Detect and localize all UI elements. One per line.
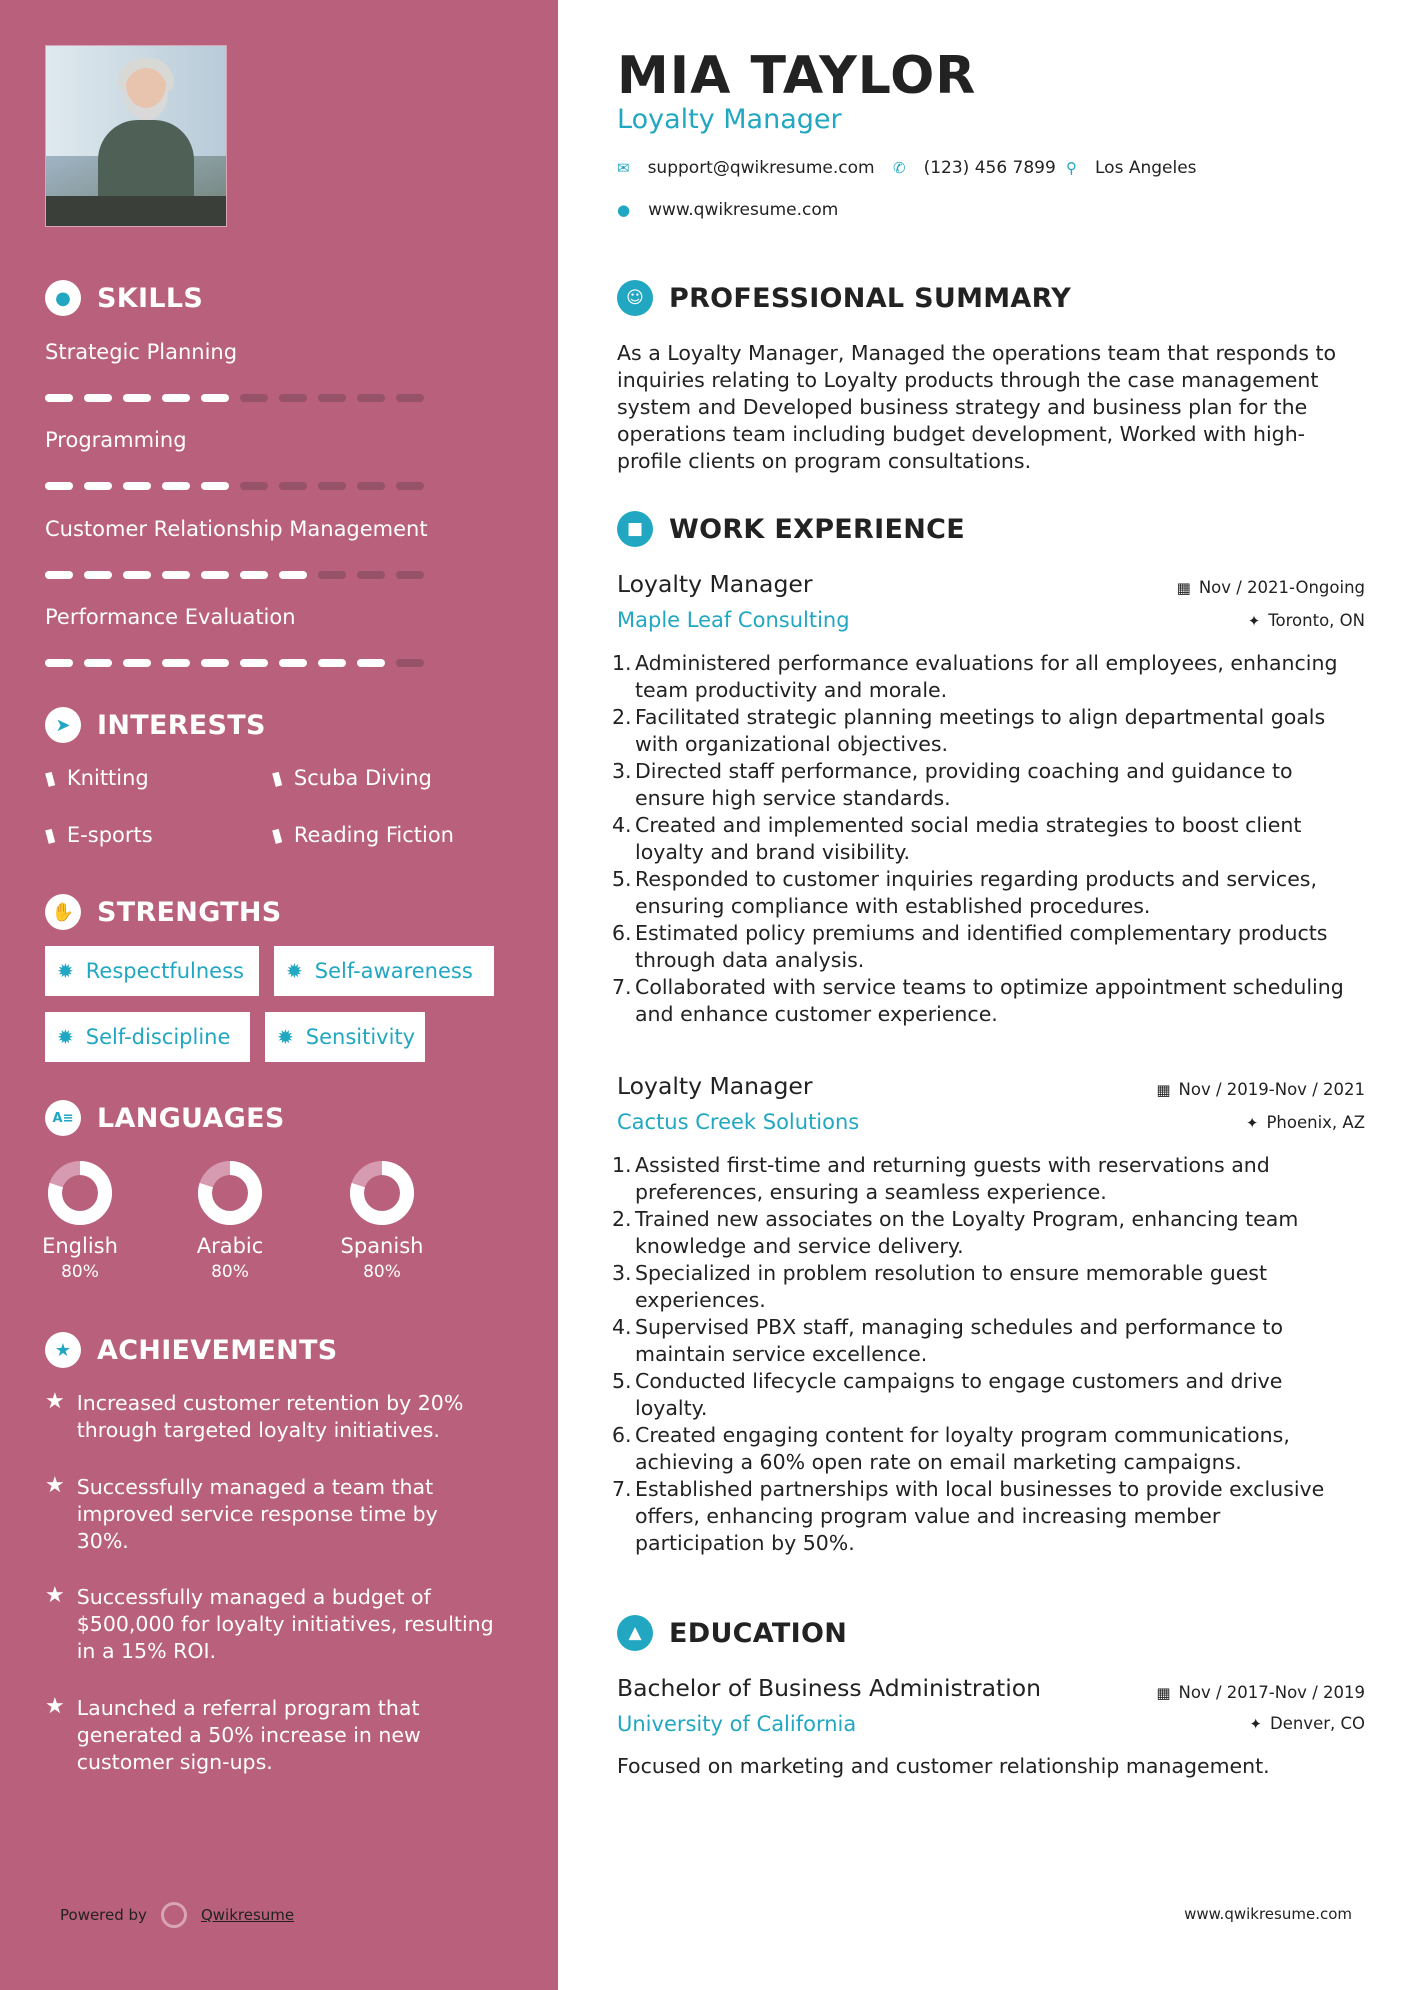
- language-icon: A≡: [45, 1100, 81, 1136]
- qwikresume-logo-icon: [161, 1902, 187, 1928]
- achievement-text: Increased customer retention by 20% through targeted loyalty initiatives.: [76, 1391, 464, 1442]
- job-bullet-line: Created engaging content for loyalty program communications,: [635, 1423, 1290, 1447]
- education-location: ✦ Denver, CO: [1249, 1714, 1365, 1733]
- job-bullet-line: loyalty.: [635, 1396, 708, 1420]
- interest-item: ▮ Scuba Diving: [269, 766, 432, 790]
- language-item: [25, 1160, 135, 1282]
- language-name: Spanish: [340, 1234, 424, 1258]
- skill-level-bar: [45, 394, 435, 402]
- job-bullet-line: Directed staff performance, providing coaching and guidance to: [635, 759, 1293, 783]
- skill-name: Strategic Planning: [45, 340, 238, 364]
- job-bullet-line: Created and implemented social media strategies to boost client: [635, 813, 1302, 837]
- powered-by: Powered by Qwikresume: [60, 1902, 294, 1928]
- strengths-heading: ✋ STRENGTHS: [45, 894, 282, 930]
- job-bullet-line: Collaborated with service teams to optimize appointment scheduling: [635, 975, 1344, 999]
- job-bullet-line: Trained new associates on the Loyalty Program, enhancing team: [635, 1207, 1299, 1231]
- skill-level-segment: [240, 571, 268, 579]
- job-bullet-line: Supervised PBX staff, managing schedules and performance to: [635, 1315, 1283, 1339]
- skill-level-segment: [357, 394, 385, 402]
- map-pin-icon: ⚲: [1066, 159, 1077, 177]
- candidate-name: MIA TAYLOR: [617, 46, 977, 106]
- user-icon: ☺: [617, 280, 653, 316]
- job-bullet: 1. Administered performance evaluations for all employees, enhancing team productivity and morale.: [617, 650, 1372, 704]
- achievement-item: [45, 1584, 495, 1665]
- star-icon: ★: [45, 1389, 65, 1414]
- skill-level-segment: [84, 394, 112, 402]
- job-bullet: 2. Trained new associates on the Loyalty Program, enhancing team knowledge and service delivery.: [617, 1206, 1372, 1260]
- skill-level-segment: [318, 659, 346, 667]
- skill-level-bar: [45, 659, 435, 667]
- job-bullet-line: with organizational objectives.: [635, 732, 949, 756]
- badge-icon: ✹: [277, 1025, 294, 1049]
- job-bullet-line: Estimated policy premiums and identified complementary products: [635, 921, 1328, 945]
- job-location: ✦ Phoenix, AZ: [1245, 1113, 1365, 1132]
- education-degree: Bachelor of Business Administration: [617, 1674, 1042, 1702]
- skill-level-segment: [162, 394, 190, 402]
- strength-badge: ✹ Sensitivity: [265, 1012, 425, 1062]
- skill-level-segment: [84, 659, 112, 667]
- interest-item: ▮ E-sports: [42, 823, 153, 847]
- job-bullets: [612, 650, 1372, 1028]
- paper-plane-icon: ➤: [45, 707, 81, 743]
- fist-icon: ✋: [45, 894, 81, 930]
- skill-level-segment: [318, 394, 346, 402]
- pin-icon: ✦: [1247, 612, 1261, 630]
- skill-level-bar: [45, 482, 435, 490]
- achievement-text: Launched a referral program that generated a 50% increase in new customer sign-ups.: [76, 1696, 421, 1774]
- skills-heading: ● SKILLS: [45, 280, 203, 316]
- calendar-icon: ▦: [1156, 1684, 1171, 1702]
- languages-heading: A≡ LANGUAGES: [45, 1100, 285, 1136]
- job-bullet-line: achieving a 60% open rate on email marketing campaigns.: [635, 1450, 1242, 1474]
- skill-level-segment: [240, 482, 268, 490]
- skill-name: Customer Relationship Management: [45, 517, 428, 541]
- language-item: [327, 1160, 437, 1282]
- job-bullet-line: Conducted lifecycle campaigns to engage customers and drive: [635, 1369, 1283, 1393]
- skill-item: [45, 517, 525, 541]
- job-bullet-line: Assisted first-time and returning guests with reservations and: [635, 1153, 1270, 1177]
- job-bullet: 3. Directed staff performance, providing coaching and guidance to ensure high service standards.: [617, 758, 1372, 812]
- skill-level-segment: [201, 394, 229, 402]
- calendar-icon: ▦: [1176, 579, 1191, 597]
- language-level-ring: [197, 1160, 263, 1226]
- job-bullet-line: knowledge and service delivery.: [635, 1234, 964, 1258]
- job-company: Maple Leaf Consulting: [617, 608, 850, 632]
- pin-icon: ✦: [1245, 1114, 1259, 1132]
- job-title: Loyalty Manager: [617, 570, 813, 598]
- contact-website[interactable]: ● www.qwikresume.com: [617, 200, 839, 220]
- briefcase-icon: ■: [617, 511, 653, 547]
- book-icon: ▮: [269, 766, 285, 790]
- skill-name: Performance Evaluation: [45, 605, 296, 629]
- language-item: [175, 1160, 285, 1282]
- skill-level-segment: [201, 659, 229, 667]
- badge-icon: ✹: [57, 959, 74, 983]
- calendar-icon: ▦: [1156, 1081, 1171, 1099]
- skill-name: Programming: [45, 428, 187, 452]
- pin-icon: ✦: [1249, 1715, 1262, 1733]
- language-name: English: [42, 1234, 118, 1258]
- trophy-star-icon: ★: [45, 1332, 81, 1368]
- interest-item: ▮ Reading Fiction: [269, 823, 454, 847]
- skill-level-segment: [240, 659, 268, 667]
- skill-item: [45, 605, 525, 629]
- experience-heading: ■ WORK EXPERIENCE: [617, 511, 965, 547]
- skill-level-bar: [45, 571, 435, 579]
- job-title: Loyalty Manager: [617, 1072, 813, 1100]
- achievement-item: [45, 1695, 495, 1776]
- job-bullet-line: ensure high service standards.: [635, 786, 951, 810]
- profile-photo: [45, 45, 227, 227]
- job-bullet: 6. Estimated policy premiums and identified complementary products through data analysis.: [617, 920, 1372, 974]
- book-icon: ▮: [42, 823, 58, 847]
- star-icon: ★: [45, 1694, 65, 1719]
- skill-level-segment: [318, 482, 346, 490]
- skill-level-segment: [45, 482, 73, 490]
- language-level-ring: [47, 1160, 113, 1226]
- job-bullet: 6. Created engaging content for loyalty program communications, achieving a 60% open rate on email marketing campaigns.: [617, 1422, 1372, 1476]
- job-bullet-line: experiences.: [635, 1288, 766, 1312]
- book-icon: ▮: [42, 766, 58, 790]
- phone-icon: ✆: [893, 159, 906, 177]
- job-bullet-line: preferences, ensuring a seamless experience.: [635, 1180, 1107, 1204]
- contact-phone[interactable]: ✆ (123) 456 7899: [893, 158, 1056, 178]
- skill-level-segment: [318, 571, 346, 579]
- skill-level-segment: [123, 394, 151, 402]
- job-bullet-line: ensuring compliance with established procedures.: [635, 894, 1151, 918]
- language-percent: 80%: [61, 1262, 99, 1282]
- job-bullet: 2. Facilitated strategic planning meetings to align departmental goals with organizational objectives.: [617, 704, 1372, 758]
- job-bullet: 7. Established partnerships with local businesses to provide exclusive offers, enhancing program value and increasing member participation by 50%.: [617, 1476, 1372, 1557]
- sidebar: [0, 0, 558, 1990]
- language-name: Arabic: [196, 1234, 264, 1258]
- job-bullet: 3. Specialized in problem resolution to ensure memorable guest experiences.: [617, 1260, 1372, 1314]
- skill-level-segment: [357, 659, 385, 667]
- skill-level-segment: [162, 659, 190, 667]
- skill-level-segment: [279, 394, 307, 402]
- interest-item: ▮ Knitting: [42, 766, 149, 790]
- book-icon: ▮: [269, 823, 285, 847]
- strength-badge: ✹ Self-awareness: [274, 946, 494, 996]
- skill-level-segment: [396, 394, 424, 402]
- job-bullet: 4. Created and implemented social media strategies to boost client loyalty and brand visibility.: [617, 812, 1372, 866]
- interests-heading: ➤ INTERESTS: [45, 707, 266, 743]
- summary-heading: ☺ PROFESSIONAL SUMMARY: [617, 280, 1071, 316]
- language-level-ring: [349, 1160, 415, 1226]
- main-content: [558, 0, 1407, 1990]
- graduation-cap-icon: ▲: [617, 1615, 653, 1651]
- job-bullet-line: Established partnerships with local businesses to provide exclusive: [635, 1477, 1325, 1501]
- skill-item: [45, 340, 525, 364]
- job-bullet-line: and enhance customer experience.: [635, 1002, 998, 1026]
- job-bullet-line: offers, enhancing program value and increasing member: [635, 1504, 1221, 1528]
- job-bullet: 4. Supervised PBX staff, managing schedules and performance to maintain service excellence.: [617, 1314, 1372, 1368]
- job-bullet: 5. Conducted lifecycle campaigns to engage customers and drive loyalty.: [617, 1368, 1372, 1422]
- education-school: University of California: [617, 1712, 857, 1736]
- skill-level-segment: [84, 482, 112, 490]
- job-bullets: [612, 1152, 1372, 1557]
- footer-url[interactable]: www.qwikresume.com: [1184, 1905, 1352, 1923]
- skill-level-segment: [279, 482, 307, 490]
- job-bullet-line: Responded to customer inquiries regarding products and services,: [635, 867, 1318, 891]
- achievement-item: [45, 1390, 495, 1444]
- skill-level-segment: [357, 482, 385, 490]
- education-heading: ▲ EDUCATION: [617, 1615, 847, 1651]
- skill-level-segment: [123, 482, 151, 490]
- job-company: Cactus Creek Solutions: [617, 1110, 860, 1134]
- job-bullet: 1. Assisted first-time and returning guests with reservations and preferences, ensuring a seamless experience.: [617, 1152, 1372, 1206]
- envelope-icon: ✉: [617, 159, 630, 177]
- strength-badge: ✹ Respectfulness: [45, 946, 259, 996]
- skill-level-segment: [396, 659, 424, 667]
- skill-level-segment: [357, 571, 385, 579]
- job-bullet-line: team productivity and morale.: [635, 678, 948, 702]
- skill-level-segment: [396, 482, 424, 490]
- skill-level-segment: [162, 482, 190, 490]
- brand-link[interactable]: Qwikresume: [200, 1906, 295, 1924]
- job-bullet: 5. Responded to customer inquiries regarding products and services, ensuring compliance with established procedures.: [617, 866, 1372, 920]
- skill-level-segment: [123, 571, 151, 579]
- badge-icon: ✹: [286, 959, 303, 983]
- language-percent: 80%: [211, 1262, 249, 1282]
- skill-item: [45, 428, 525, 452]
- skill-level-segment: [162, 571, 190, 579]
- skill-level-segment: [201, 482, 229, 490]
- candidate-role: Loyalty Manager: [617, 104, 842, 135]
- skill-level-segment: [45, 394, 73, 402]
- skill-level-segment: [123, 659, 151, 667]
- job-bullet-line: loyalty and brand visibility.: [635, 840, 910, 864]
- job-bullet: 7. Collaborated with service teams to optimize appointment scheduling and enhance customer experience.: [617, 974, 1372, 1028]
- contact-email[interactable]: ✉ support@qwikresume.com: [617, 158, 875, 178]
- achievement-text: Successfully managed a team that improved service response time by 30%.: [76, 1475, 438, 1553]
- star-icon: ★: [45, 1473, 65, 1498]
- star-icon: ★: [45, 1583, 65, 1608]
- education-date: ▦ Nov / 2017-Nov / 2019: [1156, 1683, 1365, 1702]
- skill-level-segment: [279, 571, 307, 579]
- achievement-item: [45, 1474, 495, 1555]
- job-bullet-line: Facilitated strategic planning meetings to align departmental goals: [635, 705, 1326, 729]
- globe-icon: ●: [617, 201, 631, 219]
- skill-level-segment: [45, 659, 73, 667]
- skill-level-segment: [84, 571, 112, 579]
- contact-location: ⚲ Los Angeles: [1066, 158, 1197, 178]
- job-bullet-line: maintain service excellence.: [635, 1342, 928, 1366]
- strength-badge: ✹ Self-discipline: [45, 1012, 250, 1062]
- skill-level-segment: [201, 571, 229, 579]
- job-date: ▦ Nov / 2019-Nov / 2021: [1156, 1080, 1365, 1099]
- skill-level-segment: [240, 394, 268, 402]
- achievements-heading: ★ ACHIEVEMENTS: [45, 1332, 338, 1368]
- skill-level-segment: [396, 571, 424, 579]
- job-location: ✦ Toronto, ON: [1247, 611, 1365, 630]
- skill-level-segment: [279, 659, 307, 667]
- job-bullet-line: Specialized in problem resolution to ensure memorable guest: [635, 1261, 1268, 1285]
- achievement-text: Successfully managed a budget of $500,000 for loyalty initiatives, resulting in a 15% ROI.: [76, 1585, 494, 1663]
- skill-level-segment: [45, 571, 73, 579]
- job-bullet-line: Administered performance evaluations for all employees, enhancing: [635, 651, 1338, 675]
- job-bullet-line: participation by 50%.: [635, 1531, 855, 1555]
- job-bullet-line: through data analysis.: [635, 948, 865, 972]
- badge-icon: ✹: [57, 1025, 74, 1049]
- education-description: Focused on marketing and customer relationship management.: [617, 1754, 1270, 1778]
- summary-text: As a Loyalty Manager, Managed the operations team that responds to inquiries relating to Loyalty products through the case management system and Developed business strategy and business plan for the operations team including budget development, Worked with high- profile clients on program consultations.: [617, 341, 1337, 473]
- language-percent: 80%: [363, 1262, 401, 1282]
- lightbulb-icon: ●: [45, 280, 81, 316]
- job-date: ▦ Nov / 2021-Ongoing: [1176, 578, 1365, 597]
